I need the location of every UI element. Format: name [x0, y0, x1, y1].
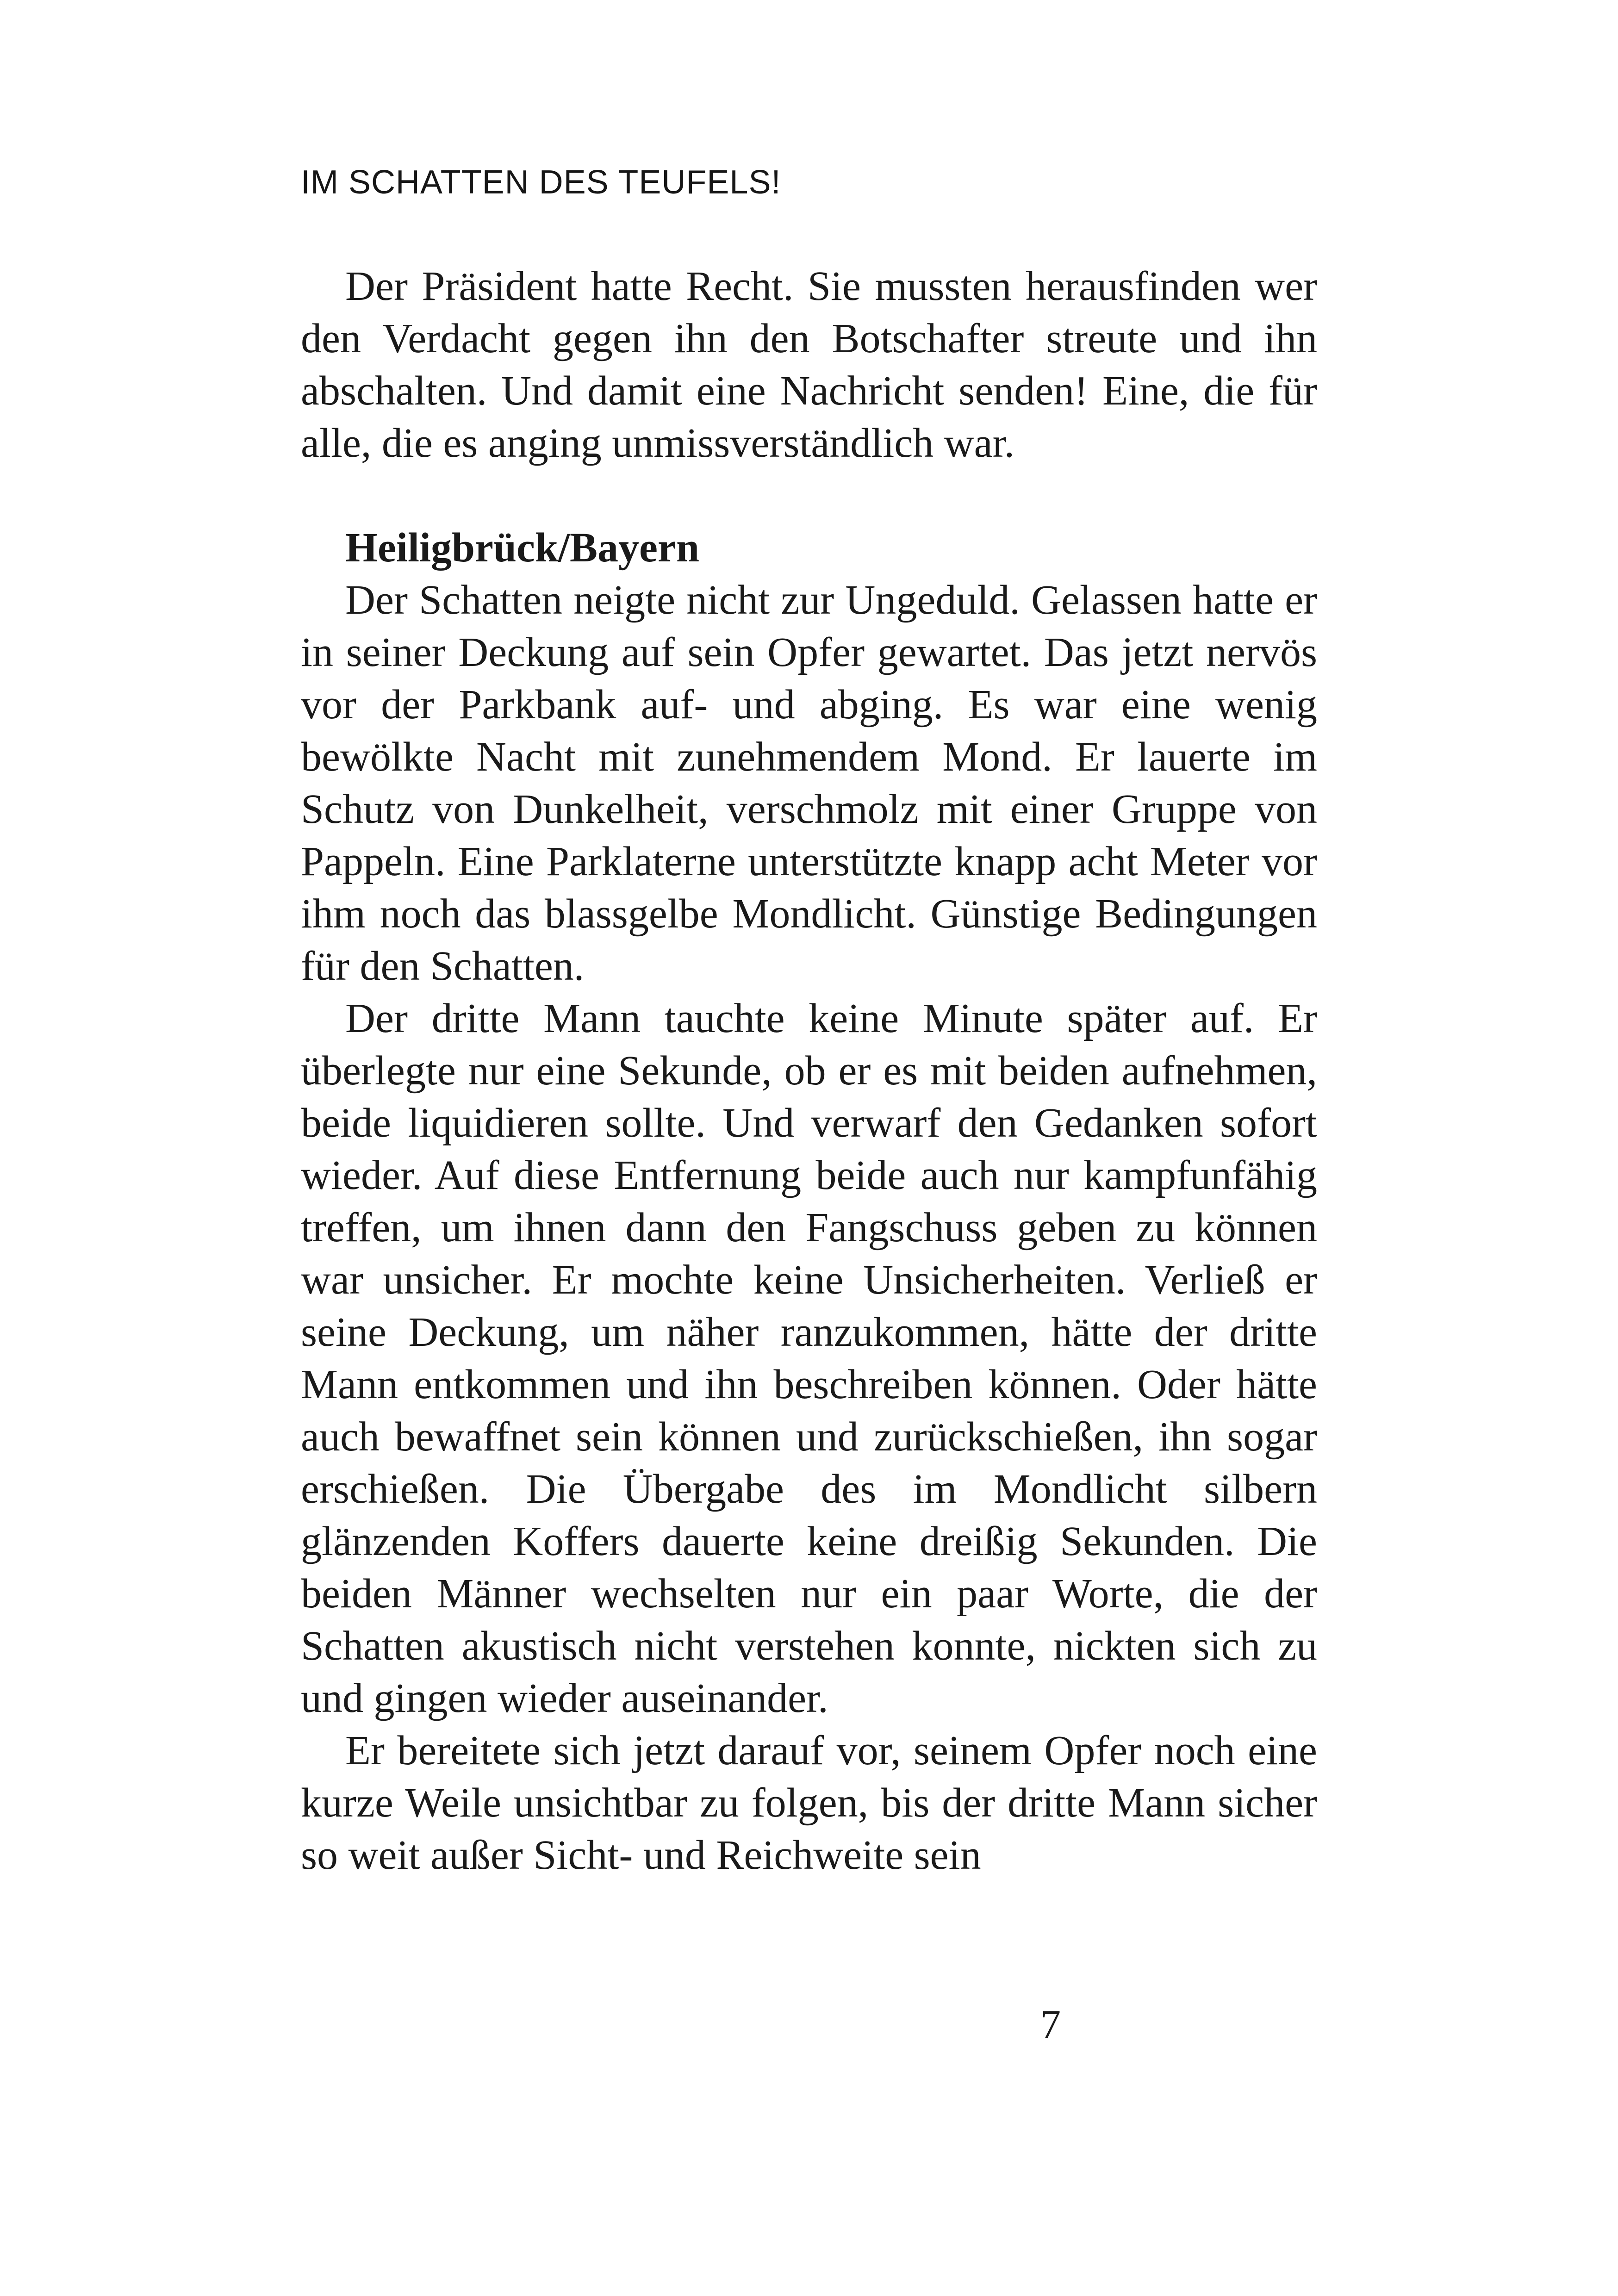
running-header: IM SCHATTEN DES TEUFELS! — [301, 164, 781, 201]
section-heading: Heiligbrück/Bayern — [345, 525, 699, 571]
text-block — [301, 260, 1317, 1881]
paragraph: Der Schatten neigte nicht zur Ungeduld. Gelassen hatte er in seiner Deckung auf sein Opfer gewartet. Das jetzt nervös vor der Parkbank auf- und abging. Es war eine wenig bewölkte Nacht mit zunehmendem Mond. Er lauerte im Schutz von Dunkelheit, verschmolz mit einer Gruppe von Pappeln. Eine Parklaterne unterstützte knapp acht Meter vor ihm noch das blassgelbe Mondlicht. Günstige Bedingungen für den Schatten. — [301, 577, 1317, 989]
paragraph: Er bereitete sich jetzt darauf vor, seinem Opfer noch eine kurze Weile unsichtbar zu folgen, bis der dritte Mann sicher so weit außer Sicht- und Reichweite sein — [301, 1728, 1317, 1878]
page-number: 7 — [1040, 2002, 1061, 2047]
paragraph: Der Präsident hatte Recht. Sie mussten herausfinden wer den Verdacht gegen ihn den Botschafter streute und ihn abschalten. Und damit eine Nachricht senden! Eine, die für alle, die es anging unmissverständlich war. — [301, 263, 1317, 466]
paragraph: Der dritte Mann tauchte keine Minute später auf. Er überlegte nur eine Sekunde, ob er es mit beiden aufnehmen, beide liquidieren sollte. Und verwarf den Gedanken sofort wieder. Auf diese Entfernung beide auch nur kampfunfähig treffen, um ihnen dann den Fangschuss geben zu können war unsicher. Er mochte keine Unsicherheiten. Verließ er seine Deckung, um näher ranzukommen, hätte der dritte Mann entkommen und ihn beschreiben können. Oder hätte auch bewaffnet sein können und zurückschießen, ihn sogar erschießen. Die Übergabe des im Mondlicht silbern glänzenden Koffers dauerte keine dreißig Sekunden. Die beiden Männer wechselten nur ein paar Worte, die der Schatten akustisch nicht verstehen konnte, nickten sich zu und gingen wieder auseinander. — [301, 996, 1317, 1721]
